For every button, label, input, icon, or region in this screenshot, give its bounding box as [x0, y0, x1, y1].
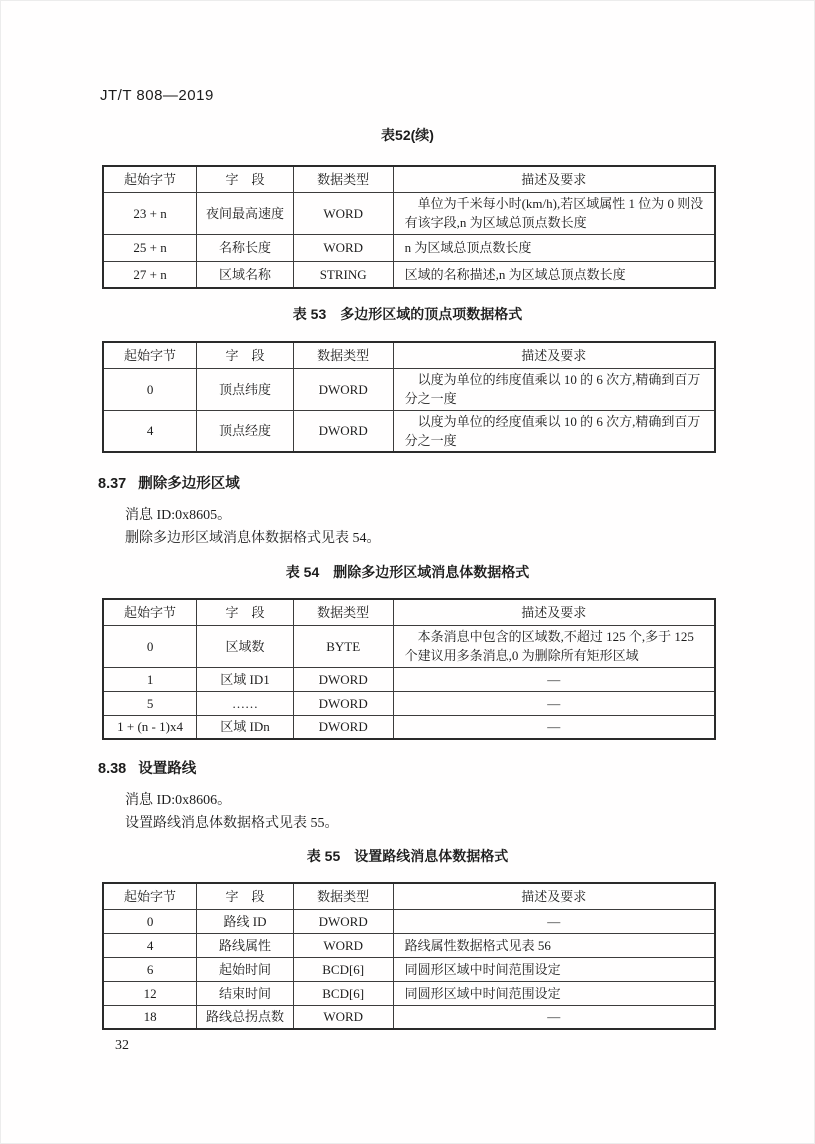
cell-field: 区域名称 [197, 261, 294, 288]
table-row [103, 625, 715, 667]
cell-field: …… [197, 691, 294, 715]
cell-data-type: BCD[6] [293, 981, 393, 1005]
table-ref-paragraph: 删除多边形区域消息体数据格式见表 54。 [125, 531, 381, 546]
table-row [103, 192, 715, 234]
cell-field: 顶点纬度 [197, 368, 294, 410]
cell-description: 同圆形区域中时间范围设定 [393, 957, 715, 981]
col-header-field: 字 段 [197, 342, 294, 368]
cell-field: 区域 IDn [197, 715, 294, 739]
cell-data-type: DWORD [293, 410, 393, 452]
page-number: 32 [115, 1038, 129, 1053]
table54 [102, 598, 716, 740]
col-header-data-type: 数据类型 [293, 599, 393, 625]
table53-header-row [103, 342, 715, 368]
cell-description: 单位为千米每小时(km/h),若区域属性 1 位为 0 则没有该字段,n 为区域总顶点数长度 [393, 192, 715, 234]
cell-data-type: DWORD [293, 691, 393, 715]
table54-header-row [103, 599, 715, 625]
table55-title: 表 55 设置路线消息体数据格式 [306, 848, 509, 864]
cell-field: 起始时间 [197, 957, 294, 981]
cell-data-type: WORD [293, 933, 393, 957]
message-id-paragraph: 消息 ID:0x8606。 [125, 793, 232, 808]
cell-description: — [393, 909, 715, 933]
cell-start-byte: 1 + (n - 1)x4 [103, 715, 197, 739]
cell-start-byte: 25 + n [103, 234, 197, 261]
cell-field: 结束时间 [197, 981, 294, 1005]
cell-start-byte: 23 + n [103, 192, 197, 234]
cell-data-type: WORD [293, 192, 393, 234]
col-header-description: 描述及要求 [393, 883, 715, 909]
cell-description: 本条消息中包含的区域数,不超过 125 个,多于 125 个建议用多条消息,0 为删除所有矩形区域 [393, 625, 715, 667]
table-row [103, 261, 715, 288]
cell-start-byte: 0 [103, 625, 197, 667]
col-header-start-byte: 起始字节 [103, 599, 197, 625]
cell-data-type: DWORD [293, 909, 393, 933]
section-title: 设置路线 [138, 761, 197, 777]
cell-data-type: BYTE [293, 625, 393, 667]
col-header-field: 字 段 [197, 599, 294, 625]
cell-field: 夜间最高速度 [197, 192, 294, 234]
col-header-data-type: 数据类型 [293, 166, 393, 192]
cell-data-type: WORD [293, 1005, 393, 1029]
table-row [103, 368, 715, 410]
table55-header-row [103, 883, 715, 909]
table-row [103, 691, 715, 715]
cell-start-byte: 5 [103, 691, 197, 715]
cell-start-byte: 1 [103, 667, 197, 691]
cell-data-type: DWORD [293, 715, 393, 739]
table-row [103, 981, 715, 1005]
section-title: 删除多边形区域 [138, 476, 240, 492]
table53-title: 表 53 多边形区域的顶点项数据格式 [292, 306, 523, 322]
cell-start-byte: 6 [103, 957, 197, 981]
cell-data-type: DWORD [293, 667, 393, 691]
section-heading-8-37 [98, 474, 814, 494]
cell-data-type: BCD[6] [293, 957, 393, 981]
cell-description: 同圆形区域中时间范围设定 [393, 981, 715, 1005]
cell-description: 以度为单位的纬度值乘以 10 的 6 次方,精确到百万分之一度 [393, 368, 715, 410]
table-row [103, 715, 715, 739]
table-row [103, 1005, 715, 1029]
section-number: 8.37 [98, 476, 127, 492]
section-heading-8-38 [98, 759, 814, 779]
cell-start-byte: 4 [103, 410, 197, 452]
col-header-description: 描述及要求 [393, 166, 715, 192]
section-number: 8.38 [98, 761, 127, 777]
cell-field: 区域 ID1 [197, 667, 294, 691]
cell-description: 以度为单位的经度值乘以 10 的 6 次方,精确到百万分之一度 [393, 410, 715, 452]
cell-data-type: WORD [293, 234, 393, 261]
table53 [102, 341, 716, 453]
message-id-paragraph: 消息 ID:0x8605。 [125, 508, 232, 523]
cell-start-byte: 4 [103, 933, 197, 957]
cell-description: — [393, 715, 715, 739]
doc-code: JT/T 808—2019 [100, 87, 214, 104]
table-row [103, 234, 715, 261]
col-header-description: 描述及要求 [393, 599, 715, 625]
cell-start-byte: 18 [103, 1005, 197, 1029]
cell-data-type: DWORD [293, 368, 393, 410]
cell-field: 路线属性 [197, 933, 294, 957]
table-row [103, 667, 715, 691]
table54-title: 表 54 删除多边形区域消息体数据格式 [285, 564, 530, 580]
cell-start-byte: 0 [103, 909, 197, 933]
cell-field: 路线总拐点数 [197, 1005, 294, 1029]
col-header-data-type: 数据类型 [293, 883, 393, 909]
table-row [103, 410, 715, 452]
cell-description: 区域的名称描述,n 为区域总顶点数长度 [393, 261, 715, 288]
table52-header-row [103, 166, 715, 192]
table-row [103, 957, 715, 981]
table55 [102, 882, 716, 1030]
cell-start-byte: 0 [103, 368, 197, 410]
col-header-field: 字 段 [197, 883, 294, 909]
cell-start-byte: 27 + n [103, 261, 197, 288]
cell-description: n 为区域总顶点数长度 [393, 234, 715, 261]
cell-data-type: STRING [293, 261, 393, 288]
cell-field: 名称长度 [197, 234, 294, 261]
cell-field: 顶点经度 [197, 410, 294, 452]
col-header-description: 描述及要求 [393, 342, 715, 368]
cell-description: — [393, 691, 715, 715]
cell-start-byte: 12 [103, 981, 197, 1005]
table52 [102, 165, 716, 289]
cell-description: — [393, 667, 715, 691]
cell-description: — [393, 1005, 715, 1029]
col-header-start-byte: 起始字节 [103, 166, 197, 192]
table-row [103, 909, 715, 933]
table52-title: 表52(续) [381, 127, 434, 143]
col-header-start-byte: 起始字节 [103, 342, 197, 368]
col-header-field: 字 段 [197, 166, 294, 192]
cell-field: 路线 ID [197, 909, 294, 933]
cell-field: 区域数 [197, 625, 294, 667]
table-row [103, 933, 715, 957]
col-header-start-byte: 起始字节 [103, 883, 197, 909]
col-header-data-type: 数据类型 [293, 342, 393, 368]
cell-description: 路线属性数据格式见表 56 [393, 933, 715, 957]
table-ref-paragraph: 设置路线消息体数据格式见表 55。 [125, 816, 339, 831]
